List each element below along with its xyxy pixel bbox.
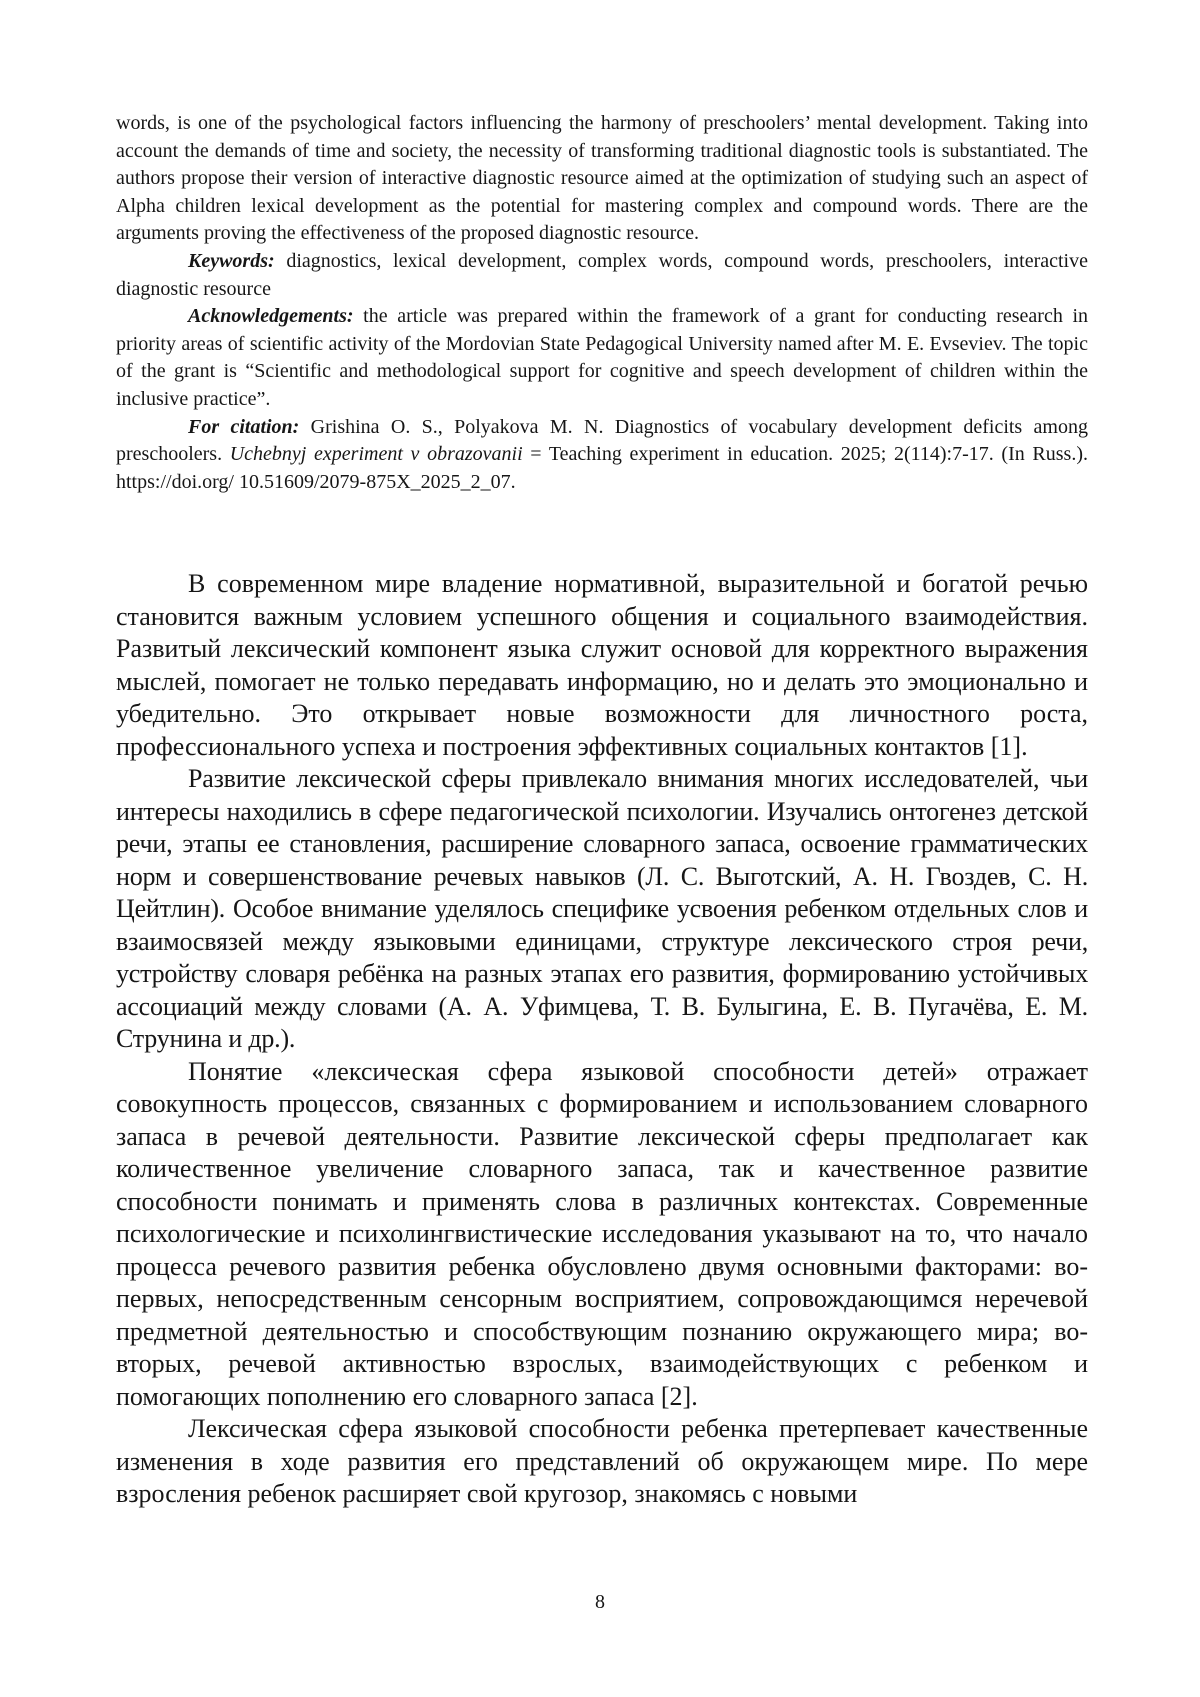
acknowledgements-label: Acknowledgements:: [188, 305, 354, 328]
page-number: 8: [595, 1591, 605, 1613]
citation-label: For citation:: [188, 415, 300, 438]
body-paragraph-3: Понятие «лексическая сфера языковой способности детей» отражает совокупность процессов, связанных с формированием и использованием словарного запаса в речевой деятельности. Развитие лексической сферы предполагает как количественное увеличение словарного запаса, так и качественное развитие способности понимать и применять слова в различных контекстах. Современные психологические и психолингвистические исследования указывают на то, что начало процесса речевого развития ребенка обусловлено двумя основными факторами: во-первых, непосредственным сенсорным восприятием, сопровождающимся неречевой предметной деятельностью и способствующим познанию окружающего мира; во-вторых, речевой активностью взрослых, взаимодействующих с ребенком и помогающих пополнению его словарного запаса [2].: [116, 1056, 1088, 1411]
citation-text-before: Grishina O. S., Polyakova M. N. Diagnostics of vocabulary development deficits among preschoolers.: [116, 415, 1088, 466]
body-paragraph-2: Развитие лексической сферы привлекало внимания многих исследователей, чьи интересы находились в сфере педагогической психологии. Изучались онтогенез детской речи, этапы ее становления, расширение словарного запаса, освоение грамматических норм и совершенствование речевых навыков (Л. С. Выготский, А. Н. Гвоздев, С. Н. Цейтлин). Особое внимание уделялось специфике усвоения ребенком отдельных слов и взаимосвязей между языковыми единицами, структуре лексического строя речи, устройству словаря ребёнка на разных этапах его развития, формированию устойчивых ассоциаций между словами (А. А. Уфимцева, Т. В. Булыгина, Е. В. Пугачёва, Е. М. Струнина и др.).: [116, 764, 1088, 1053]
abstract-paragraph: [116, 110, 1088, 248]
acknowledgements-paragraph: [116, 303, 1088, 413]
keywords-text: diagnostics, lexical development, complex words, compound words, preschoolers, interactive diagnostic resource: [116, 249, 1088, 300]
body-paragraph-4: Лексическая сфера языковой способности ребенка претерпевает качественные изменения в ходе развития его представлений об окружающем мире. По мере взросления ребенок расширяет свой кругозор, знакомясь с новыми: [116, 1414, 1088, 1508]
citation-text-after: = Teaching experiment in education. 2025; 2(114):7-17. (In Russ.). https://doi.org/ 10.51609/2079-875X_2025_2_07.: [116, 443, 1088, 493]
citation-journal: Uchebnyj experiment v obrazovanii: [229, 443, 523, 466]
keywords-paragraph: [116, 248, 1088, 303]
keywords-label: Keywords:: [188, 249, 275, 272]
body-paragraph-1: В современном мире владение нормативной, выразительной и богатой речью становится важным условием успешного общения и социального взаимодействия. Развитый лексический компонент языка служит основой для корректного выражения мыслей, помогает не только передавать информацию, но и делать это эмоционально и убедительно. Это открывает новые возможности для личностного роста, профессионального успеха и построения эффективных социальных контактов [1].: [116, 569, 1088, 761]
abstract-block: [116, 110, 1088, 496]
citation-paragraph: [116, 414, 1088, 497]
acknowledgements-text: the article was prepared within the framework of a grant for conducting research in priority areas of scientific activity of the Mordovian State Pedagogical University named after M. E. Evseviev. The topic of the grant is “Scientific and methodological support for cognitive and speech development of children within the inclusive practice”.: [116, 305, 1088, 410]
article-body: [116, 568, 1088, 1511]
abstract-text: words, is one of the psychological factors influencing the harmony of preschoolers’ mental development. Taking into account the demands of time and society, the necessity of transforming traditional diagnostic tools is substantiated. The authors propose their version of interactive diagnostic resource aimed at the optimization of studying such an aspect of Alpha children lexical development as the potential for mastering complex and compound words. There are the arguments proving the effectiveness of the proposed diagnostic resource.: [116, 112, 1088, 245]
